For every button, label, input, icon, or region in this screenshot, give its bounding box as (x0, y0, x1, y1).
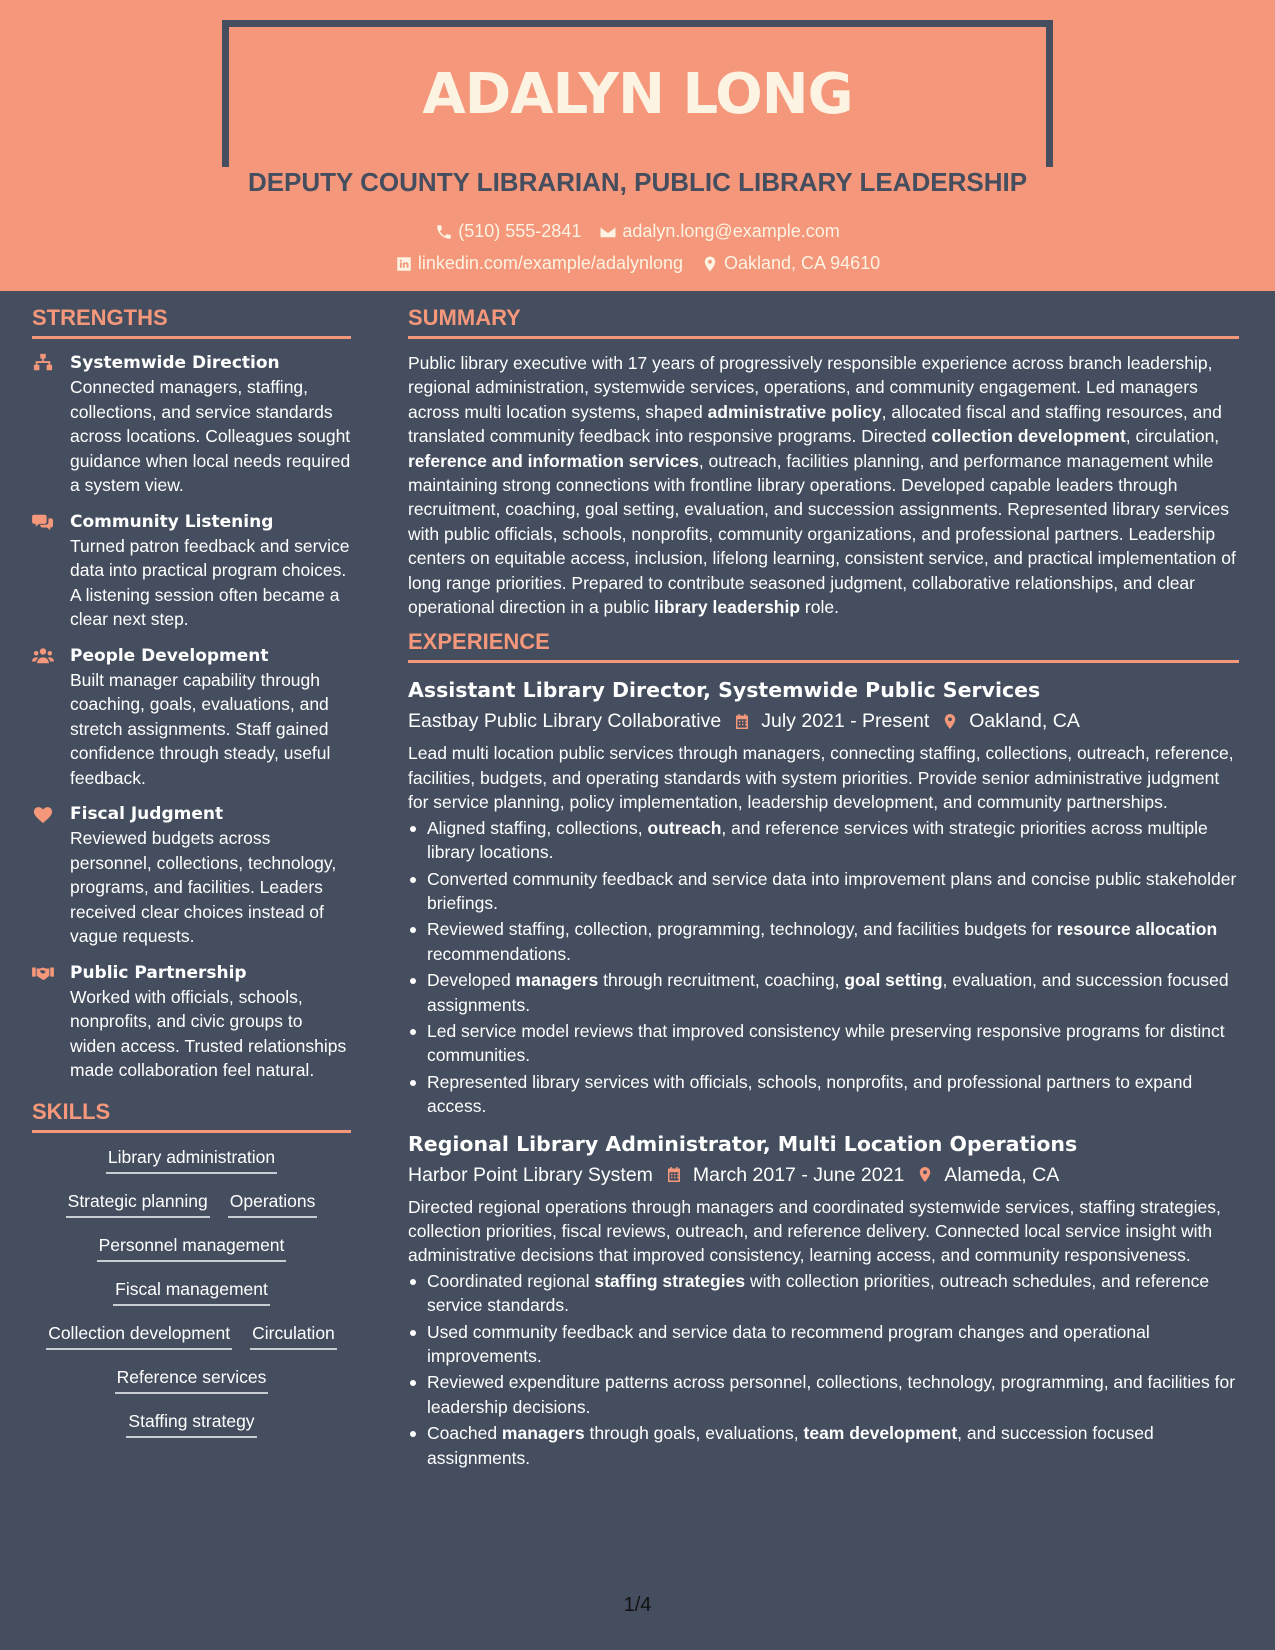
candidate-name: ADALYN LONG (422, 62, 853, 127)
phone-text: (510) 555-2841 (458, 221, 582, 241)
skill-row (32, 1189, 351, 1218)
contact-row-2 (0, 253, 1275, 274)
page-number: 1/4 (623, 1594, 652, 1616)
phone-icon (435, 223, 453, 241)
job-dates-text: July 2021 - Present (761, 710, 930, 733)
job-entry (408, 675, 1239, 1118)
map-pin-icon (941, 712, 959, 731)
left-column (32, 305, 351, 1453)
summary-text: Public library executive with 17 years of progressively responsible experience across branch leadership, regional administration, systemwide services, operations, and community engagement. Led managers across multi location systems, shaped administrative policy, allocated fiscal and staffing resources, and translated community feedback into responsive programs. Directed collection development, circulation, reference and information services, outreach, facilities planning, and performance management while maintaining strong connections with frontline library operations. Developed capable leaders through recruitment, coaching, goal setting, evaluation, and succession assignments. Represented library services with public officials, schools, nonprofits, community organizations, and professional partners. Leadership centers on equitable access, inclusion, lifelong learning, consistent service, and practical implementation of long range priorities. Prepared to contribute seasoned judgment, collaborative relationships, and clear operational direction in a public library leadership role. (408, 353, 1236, 618)
skill-tag: Fiscal management (113, 1277, 270, 1306)
strength-text: Built manager capability through coaching, goals, evaluations, and stretch assignments. Staff gained confidence through steady, useful feedback. (70, 669, 331, 788)
calendar-icon (665, 1165, 683, 1184)
skill-tag: Staffing strategy (126, 1409, 256, 1438)
skill-row (32, 1233, 351, 1262)
bold-keyword: library leadership (654, 597, 801, 618)
map-pin-icon (916, 1165, 934, 1184)
job-dates (733, 705, 929, 737)
job-dates (665, 1159, 904, 1191)
strength-body (70, 802, 351, 949)
heart-icon (32, 802, 56, 949)
skill-tag: Personnel management (97, 1233, 287, 1262)
linkedin-icon (395, 255, 413, 273)
strength-title: Community Listening (70, 511, 274, 532)
linkedin-text: linkedin.com/example/adalynlong (417, 253, 684, 273)
strength-text: Reviewed budgets across personnel, collections, technology, programs, and facilities. Leaders received clear choices instead of vague requests. (70, 828, 337, 946)
strength-title: People Development (70, 645, 269, 666)
bold-keyword: team development (803, 1423, 958, 1444)
skill-row (32, 1409, 351, 1438)
strength-body (70, 961, 351, 1083)
bold-keyword: outreach (647, 817, 722, 838)
bold-keyword: reference and information services (408, 450, 699, 471)
job-bullet: Developed managers through recruitment, coaching, goal setting, evaluation, and succession focused assignments. (408, 968, 1239, 1017)
email-text: adalyn.long@example.com (622, 221, 840, 241)
job-bullets (408, 1269, 1239, 1470)
job-bullet: Coordinated regional staffing strategies with collection priorities, outreach schedules, and reference service standards. (408, 1269, 1239, 1318)
location-text: Oakland, CA 94610 (724, 253, 881, 273)
bold-keyword: goal setting (844, 970, 943, 991)
experience-heading: EXPERIENCE (408, 629, 1239, 663)
strength-title: Public Partnership (70, 962, 247, 983)
job-title: DEPUTY COUNTY LIBRARIAN, PUBLIC LIBRARY LEADERSHIP (247, 167, 1028, 197)
skill-tag: Library administration (106, 1145, 277, 1174)
strength-body (70, 510, 351, 632)
job-bullet: Coached managers through goals, evaluations, team development, and succession focused assignments. (408, 1421, 1239, 1470)
strength-text: Connected managers, staffing, collections, and service standards across locations. Colleagues sought guidance when local needs required a system view. (70, 377, 351, 495)
job-entry (408, 1129, 1239, 1470)
resume-header (0, 0, 1275, 291)
skill-tag: Circulation (250, 1321, 337, 1350)
job-location-text: Alameda, CA (944, 1163, 1060, 1186)
strength-title: Fiscal Judgment (70, 804, 224, 824)
skill-row (32, 1321, 351, 1350)
strength-title: Systemwide Direction (70, 353, 280, 373)
contact-row-1 (0, 221, 1275, 242)
phone-contact[interactable] (435, 221, 581, 242)
strength-item (32, 510, 351, 632)
map-pin-icon (701, 255, 719, 273)
job-organization: Harbor Point Library System (408, 1163, 653, 1186)
strength-item (32, 802, 351, 949)
strength-body (70, 351, 351, 498)
skills-heading: SKILLS (32, 1099, 351, 1133)
job-bullet: Aligned staffing, collections, outreach, and reference services with strategic priorities across multiple library locations. (408, 816, 1239, 865)
strength-text: Worked with officials, schools, nonprofits, and civic groups to widen access. Trusted relationships made collaboration feel natural. (70, 986, 347, 1080)
strength-item (32, 961, 351, 1083)
job-description: Lead multi location public services through managers, connecting staffing, collections, outreach, reference, facilities, budgets, and operating standards with system priorities. Provide senior administrative judgment for service planning, policy implementation, leadership development, and community partnerships. (408, 743, 1234, 813)
job-meta (408, 705, 1239, 737)
strength-item (32, 644, 351, 791)
linkedin-contact[interactable] (395, 253, 683, 274)
job-dates-text: March 2017 - June 2021 (692, 1163, 905, 1186)
handshake-icon (32, 961, 56, 1083)
job-bullet: Led service model reviews that improved consistency while preserving responsive programs for distinct communities. (408, 1019, 1239, 1068)
bold-keyword: collection development (931, 426, 1126, 447)
skill-tag: Operations (228, 1189, 318, 1218)
bold-keyword: managers (515, 970, 599, 991)
bold-keyword: administrative policy (707, 401, 882, 422)
email-contact[interactable] (599, 221, 839, 242)
job-bullet: Used community feedback and service data to recommend program changes and operational improvements. (408, 1320, 1239, 1369)
strength-item (32, 351, 351, 498)
job-meta (408, 1159, 1239, 1191)
experience-list (408, 675, 1239, 1470)
skill-row (32, 1145, 351, 1174)
summary-heading: SUMMARY (408, 305, 1239, 339)
job-bullets (408, 816, 1239, 1119)
calendar-icon (733, 712, 751, 731)
skills-list (32, 1145, 351, 1438)
strength-text: Turned patron feedback and service data into practical program choices. A listening session often became a clear next step. (70, 535, 350, 629)
job-bullet: Represented library services with officials, schools, nonprofits, and professional partners to expand access. (408, 1070, 1239, 1119)
skill-tag: Reference services (115, 1365, 269, 1394)
bold-keyword: staffing strategies (594, 1270, 746, 1291)
job-location (941, 705, 1080, 737)
right-column (408, 305, 1239, 1480)
skill-tag: Strategic planning (66, 1189, 210, 1218)
job-bullet: Reviewed expenditure patterns across personnel, collections, technology, programming, and facilities for leadership decisions. (408, 1370, 1239, 1419)
bold-keyword: managers (501, 1423, 585, 1444)
location-contact (701, 253, 880, 274)
bold-keyword: resource allocation (1056, 919, 1218, 940)
strengths-list (32, 351, 351, 1083)
strengths-heading: STRENGTHS (32, 305, 351, 339)
job-bullet: Converted community feedback and service data into improvement plans and concise public stakeholder briefings. (408, 867, 1239, 916)
job-title: Regional Library Administrator, Multi Location Operations (408, 1131, 1078, 1156)
job-bullet: Reviewed staffing, collection, programming, technology, and facilities budgets for resource allocation recommendations. (408, 917, 1239, 966)
comments-icon (32, 510, 56, 632)
skill-row (32, 1277, 351, 1306)
strength-body (70, 644, 351, 791)
job-description: Directed regional operations through managers and coordinated systemwide services, staffing strategies, collection priorities, fiscal reviews, outreach, and reference delivery. Connected local service insight with administrative decisions that improved consistency, learning access, and community responsiveness. (408, 1196, 1221, 1266)
skill-row (32, 1365, 351, 1394)
envelope-icon (599, 223, 617, 241)
sitemap-icon (32, 351, 56, 498)
job-location-text: Oakland, CA (969, 710, 1080, 733)
job-organization: Eastbay Public Library Collaborative (408, 710, 722, 733)
job-location (916, 1159, 1059, 1191)
job-title: Assistant Library Director, Systemwide Public Services (408, 678, 1041, 703)
users-icon (32, 644, 56, 791)
skill-tag: Collection development (46, 1321, 232, 1350)
